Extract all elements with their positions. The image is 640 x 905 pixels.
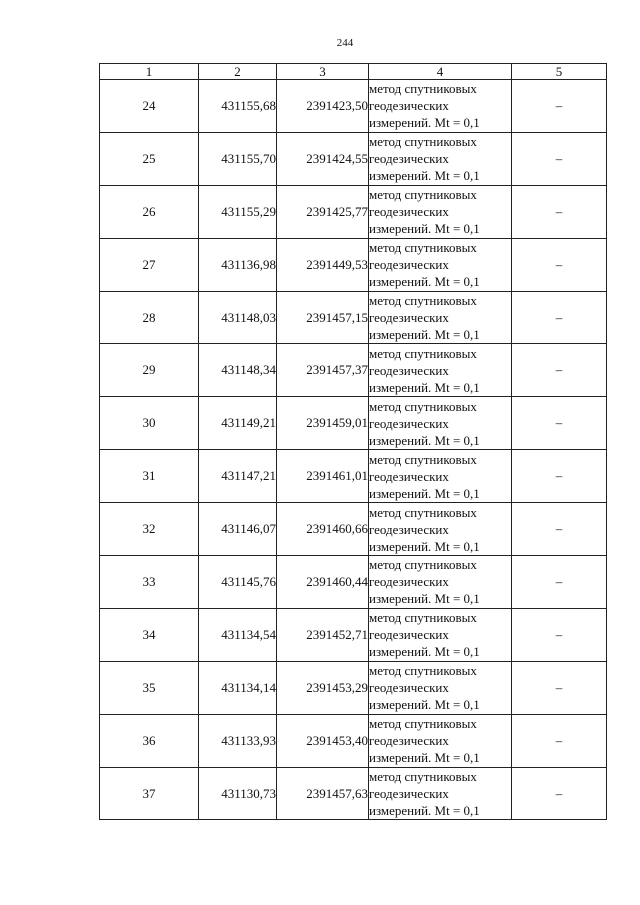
table-row (100, 556, 607, 609)
x-coordinate-cell: 431148,03 (199, 291, 277, 344)
table-row (100, 344, 607, 397)
note-cell: – (512, 238, 607, 291)
method-cell: метод спутниковых геодезических измерений. Mt = 0,1 (369, 238, 512, 291)
table-row (100, 238, 607, 291)
note-cell: – (512, 556, 607, 609)
y-coordinate-cell: 2391457,15 (277, 291, 369, 344)
point-number-cell: 26 (100, 185, 199, 238)
point-number-cell: 36 (100, 714, 199, 767)
point-number-cell: 25 (100, 132, 199, 185)
table-row (100, 80, 607, 133)
note-cell: – (512, 450, 607, 503)
point-number-cell: 27 (100, 238, 199, 291)
table-row (100, 450, 607, 503)
y-coordinate-cell: 2391459,01 (277, 397, 369, 450)
method-cell: метод спутниковых геодезических измерений. Mt = 0,1 (369, 344, 512, 397)
note-cell: – (512, 397, 607, 450)
coordinates-table (99, 63, 607, 820)
point-number-cell: 34 (100, 608, 199, 661)
table-row (100, 767, 607, 820)
point-number-cell: 33 (100, 556, 199, 609)
point-number-cell: 35 (100, 661, 199, 714)
y-coordinate-cell: 2391453,40 (277, 714, 369, 767)
y-coordinate-cell: 2391449,53 (277, 238, 369, 291)
x-coordinate-cell: 431149,21 (199, 397, 277, 450)
y-coordinate-cell: 2391460,66 (277, 503, 369, 556)
method-cell: метод спутниковых геодезических измерений. Mt = 0,1 (369, 661, 512, 714)
header-col-4: 4 (369, 64, 512, 80)
method-cell: метод спутниковых геодезических измерений. Mt = 0,1 (369, 767, 512, 820)
note-cell: – (512, 608, 607, 661)
y-coordinate-cell: 2391453,29 (277, 661, 369, 714)
note-cell: – (512, 132, 607, 185)
x-coordinate-cell: 431155,70 (199, 132, 277, 185)
note-cell: – (512, 767, 607, 820)
table-row (100, 714, 607, 767)
method-cell: метод спутниковых геодезических измерений. Mt = 0,1 (369, 608, 512, 661)
note-cell: – (512, 344, 607, 397)
note-cell: – (512, 661, 607, 714)
method-cell: метод спутниковых геодезических измерений. Mt = 0,1 (369, 185, 512, 238)
y-coordinate-cell: 2391457,63 (277, 767, 369, 820)
method-cell: метод спутниковых геодезических измерений. Mt = 0,1 (369, 714, 512, 767)
x-coordinate-cell: 431136,98 (199, 238, 277, 291)
method-cell: метод спутниковых геодезических измерений. Mt = 0,1 (369, 291, 512, 344)
method-cell: метод спутниковых геодезических измерений. Mt = 0,1 (369, 556, 512, 609)
note-cell: – (512, 714, 607, 767)
y-coordinate-cell: 2391461,01 (277, 450, 369, 503)
note-cell: – (512, 185, 607, 238)
y-coordinate-cell: 2391423,50 (277, 80, 369, 133)
point-number-cell: 24 (100, 80, 199, 133)
method-cell: метод спутниковых геодезических измерений. Mt = 0,1 (369, 503, 512, 556)
table-row (100, 608, 607, 661)
method-cell: метод спутниковых геодезических измерений. Mt = 0,1 (369, 80, 512, 133)
x-coordinate-cell: 431134,54 (199, 608, 277, 661)
y-coordinate-cell: 2391425,77 (277, 185, 369, 238)
table-row (100, 503, 607, 556)
point-number-cell: 32 (100, 503, 199, 556)
method-cell: метод спутниковых геодезических измерений. Mt = 0,1 (369, 397, 512, 450)
point-number-cell: 29 (100, 344, 199, 397)
point-number-cell: 31 (100, 450, 199, 503)
page-number: 244 (336, 37, 354, 49)
header-col-2: 2 (199, 64, 277, 80)
x-coordinate-cell: 431147,21 (199, 450, 277, 503)
method-cell: метод спутниковых геодезических измерений. Mt = 0,1 (369, 132, 512, 185)
table-row (100, 291, 607, 344)
header-row (100, 64, 607, 80)
x-coordinate-cell: 431148,34 (199, 344, 277, 397)
y-coordinate-cell: 2391424,55 (277, 132, 369, 185)
x-coordinate-cell: 431146,07 (199, 503, 277, 556)
header-col-1: 1 (100, 64, 199, 80)
header-col-5: 5 (512, 64, 607, 80)
x-coordinate-cell: 431155,29 (199, 185, 277, 238)
x-coordinate-cell: 431145,76 (199, 556, 277, 609)
note-cell: – (512, 503, 607, 556)
point-number-cell: 37 (100, 767, 199, 820)
y-coordinate-cell: 2391457,37 (277, 344, 369, 397)
method-cell: метод спутниковых геодезических измерений. Mt = 0,1 (369, 450, 512, 503)
table-header (100, 64, 607, 80)
point-number-cell: 30 (100, 397, 199, 450)
header-col-3: 3 (277, 64, 369, 80)
table-row (100, 661, 607, 714)
table-row (100, 397, 607, 450)
note-cell: – (512, 291, 607, 344)
x-coordinate-cell: 431130,73 (199, 767, 277, 820)
note-cell: – (512, 80, 607, 133)
x-coordinate-cell: 431133,93 (199, 714, 277, 767)
x-coordinate-cell: 431134,14 (199, 661, 277, 714)
x-coordinate-cell: 431155,68 (199, 80, 277, 133)
y-coordinate-cell: 2391452,71 (277, 608, 369, 661)
table-row (100, 132, 607, 185)
table-body (100, 80, 607, 820)
table-row (100, 185, 607, 238)
point-number-cell: 28 (100, 291, 199, 344)
y-coordinate-cell: 2391460,44 (277, 556, 369, 609)
